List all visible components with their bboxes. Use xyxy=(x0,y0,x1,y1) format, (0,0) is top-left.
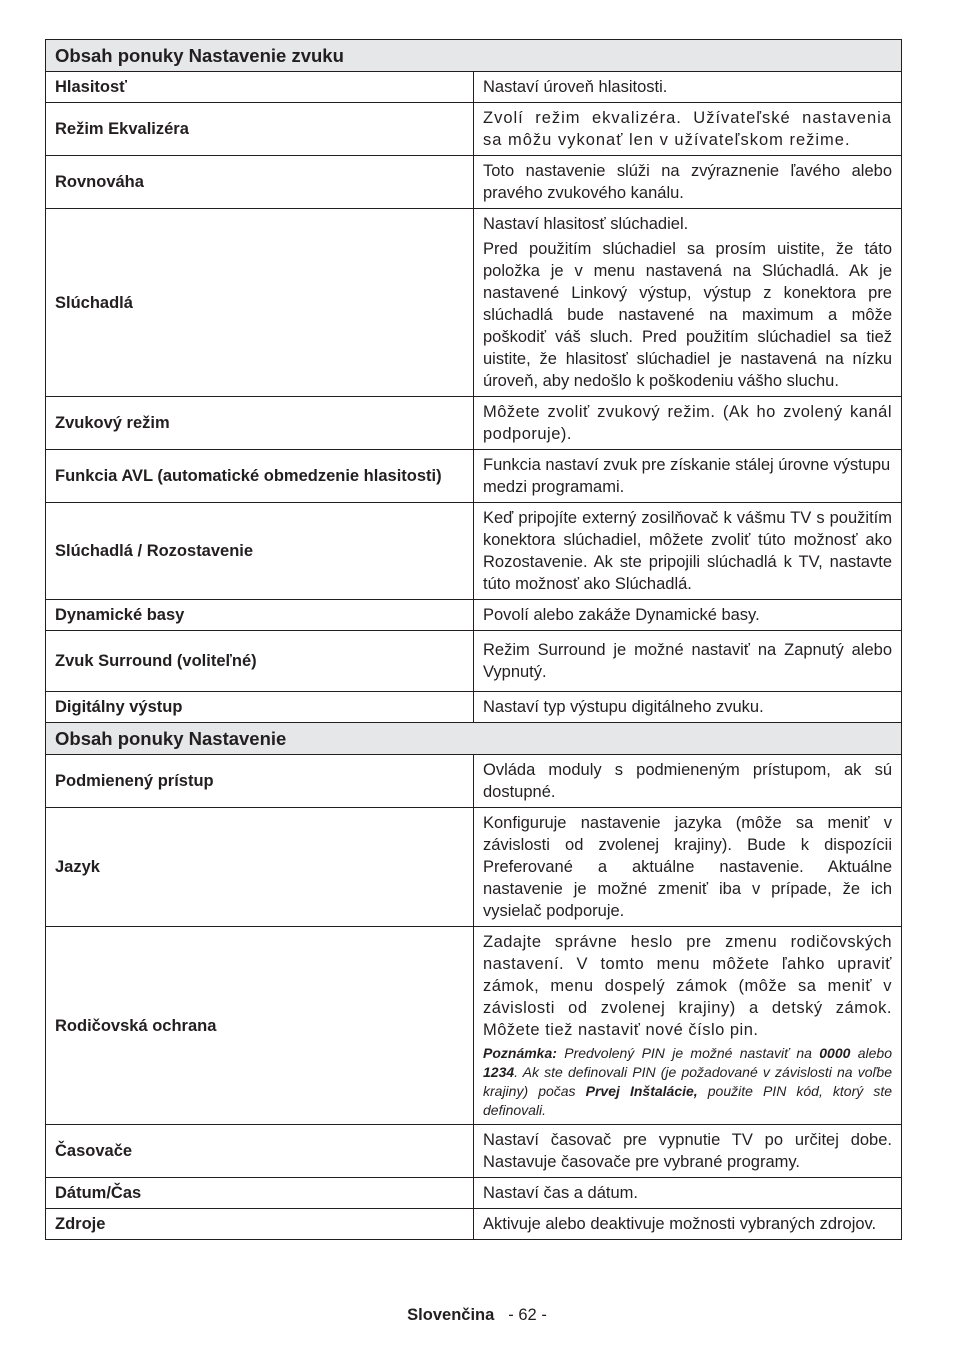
table-row xyxy=(46,1125,902,1178)
row-label: Digitálny výstup xyxy=(46,692,474,723)
desc-paragraph: Zadajte správne heslo pre zmenu rodičovských nastavení. V tomto menu môžete ľahko upraviť zámok, menu dospelý zámok (môže sa meniť v závislosti od zvolenej krajiny) a detský zámok. Môžete tiež nastaviť nové číslo pin. xyxy=(483,933,892,1039)
table-row xyxy=(46,1209,902,1240)
row-label: Slúchadlá xyxy=(46,209,474,397)
note-text: . Ak ste definovali PIN (je požadované v závislosti na voľbe krajiny) počas xyxy=(483,1064,892,1099)
table-row xyxy=(46,1178,902,1209)
row-description: Toto nastavenie slúži na zvýraznenie ľavého alebo pravého zvukového kanálu. xyxy=(474,156,902,209)
section-title: Obsah ponuky Nastavenie xyxy=(46,723,902,755)
row-description: Režim Surround je možné nastaviť na Zapnutý alebo Vypnutý. xyxy=(474,631,902,692)
row-label: Rodičovská ochrana xyxy=(46,927,474,1125)
table-row xyxy=(46,503,902,600)
row-label: Slúchadlá / Rozostavenie xyxy=(46,503,474,600)
row-description: Zvolí režim ekvalizéra. Užívateľské nastavenia sa môžu vykonať len v užívateľskom režime. xyxy=(474,103,902,156)
table-row xyxy=(46,755,902,808)
note-paragraph xyxy=(483,1044,892,1120)
row-description: Môžete zvoliť zvukový režim. (Ak ho zvolený kanál podporuje). xyxy=(474,397,902,450)
row-label: Časovače xyxy=(46,1125,474,1178)
row-label: Rovnováha xyxy=(46,156,474,209)
row-description: Povolí alebo zakáže Dynamické basy. xyxy=(474,600,902,631)
footer-language: Slovenčina xyxy=(407,1306,495,1324)
row-description: Ovláda moduly s podmieneným prístupom, ak sú dostupné. xyxy=(474,755,902,808)
row-description xyxy=(474,927,902,1125)
row-label: Dátum/Čas xyxy=(46,1178,474,1209)
row-label: Dynamické basy xyxy=(46,600,474,631)
row-label: Režim Ekvalizéra xyxy=(46,103,474,156)
section-header xyxy=(46,40,902,72)
table-row xyxy=(46,450,902,503)
row-label: Zvukový režim xyxy=(46,397,474,450)
row-description xyxy=(474,209,902,397)
row-label: Zvuk Surround (voliteľné) xyxy=(46,631,474,692)
row-description: Nastaví typ výstupu digitálneho zvuku. xyxy=(474,692,902,723)
table-row xyxy=(46,397,902,450)
page-number: - 62 - xyxy=(508,1306,547,1324)
note-emphasis: Prvej Inštalácie, xyxy=(585,1083,698,1099)
pin-default-1: 0000 xyxy=(819,1045,851,1061)
section-title: Obsah ponuky Nastavenie zvuku xyxy=(46,40,902,72)
table-row xyxy=(46,209,902,397)
section-header xyxy=(46,723,902,755)
settings-table xyxy=(45,39,902,1240)
note-text: alebo xyxy=(850,1045,892,1061)
table-row xyxy=(46,600,902,631)
page-footer xyxy=(0,1306,954,1325)
table-row xyxy=(46,156,902,209)
note-text: Predvolený PIN je možné nastaviť na xyxy=(556,1045,820,1061)
note-text: použite PIN kód, ktorý ste definovali. xyxy=(483,1083,893,1118)
row-description: Keď pripojíte externý zosilňovač k vášmu TV s použitím konektora slúchadiel, môžete zvoliť túto možnosť ako Rozostavenie. Ak ste pripojili slúchadlá k TV, nastavte túto možnosť ako Slúchadlá. xyxy=(474,503,902,600)
pin-default-2: 1234 xyxy=(483,1064,515,1080)
row-description: Nastaví čas a dátum. xyxy=(474,1178,902,1209)
row-description: Nastaví časovač pre vypnutie TV po určitej dobe. Nastavuje časovače pre vybrané programy. xyxy=(474,1125,902,1178)
row-description: Nastaví úroveň hlasitosti. xyxy=(474,72,902,103)
table-row xyxy=(46,72,902,103)
row-label: Zdroje xyxy=(46,1209,474,1240)
row-label: Podmienený prístup xyxy=(46,755,474,808)
desc-paragraph: Pred použitím slúchadiel sa prosím uistite, že táto položka je v menu nastavená na Slúchadlá. Ak je nastavené Linkový výstup, výstup z konektora pre slúchadlá bude nastavené na maximum a môže poškodiť váš sluch. Pred použitím slúchadiel sa tiež uistite, že hlasitosť slúchadiel je nastavená na nízku úroveň, aby nedošlo k poškodeniu vášho sluchu. xyxy=(483,240,892,390)
row-label: Hlasitosť xyxy=(46,72,474,103)
table-row xyxy=(46,927,902,1125)
desc-paragraph: Nastaví hlasitosť slúchadiel. xyxy=(483,215,689,233)
row-description: Konfiguruje nastavenie jazyka (môže sa meniť v závislosti od zvolenej krajiny). Bude k dispozícii Preferované a aktuálne nastavenie. Aktuálne nastavenie je možné zmeniť iba v prípade, že ich vysielač podporuje. xyxy=(474,808,902,927)
note-label: Poznámka: xyxy=(483,1045,557,1061)
table-row xyxy=(46,631,902,692)
row-description: Funkcia nastaví zvuk pre získanie stálej úrovne výstupu medzi programami. xyxy=(474,450,902,503)
table-row xyxy=(46,692,902,723)
row-label: Funkcia AVL (automatické obmedzenie hlasitosti) xyxy=(46,450,474,503)
table-row xyxy=(46,103,902,156)
table-row xyxy=(46,808,902,927)
row-description: Aktivuje alebo deaktivuje možnosti vybraných zdrojov. xyxy=(474,1209,902,1240)
row-label: Jazyk xyxy=(46,808,474,927)
